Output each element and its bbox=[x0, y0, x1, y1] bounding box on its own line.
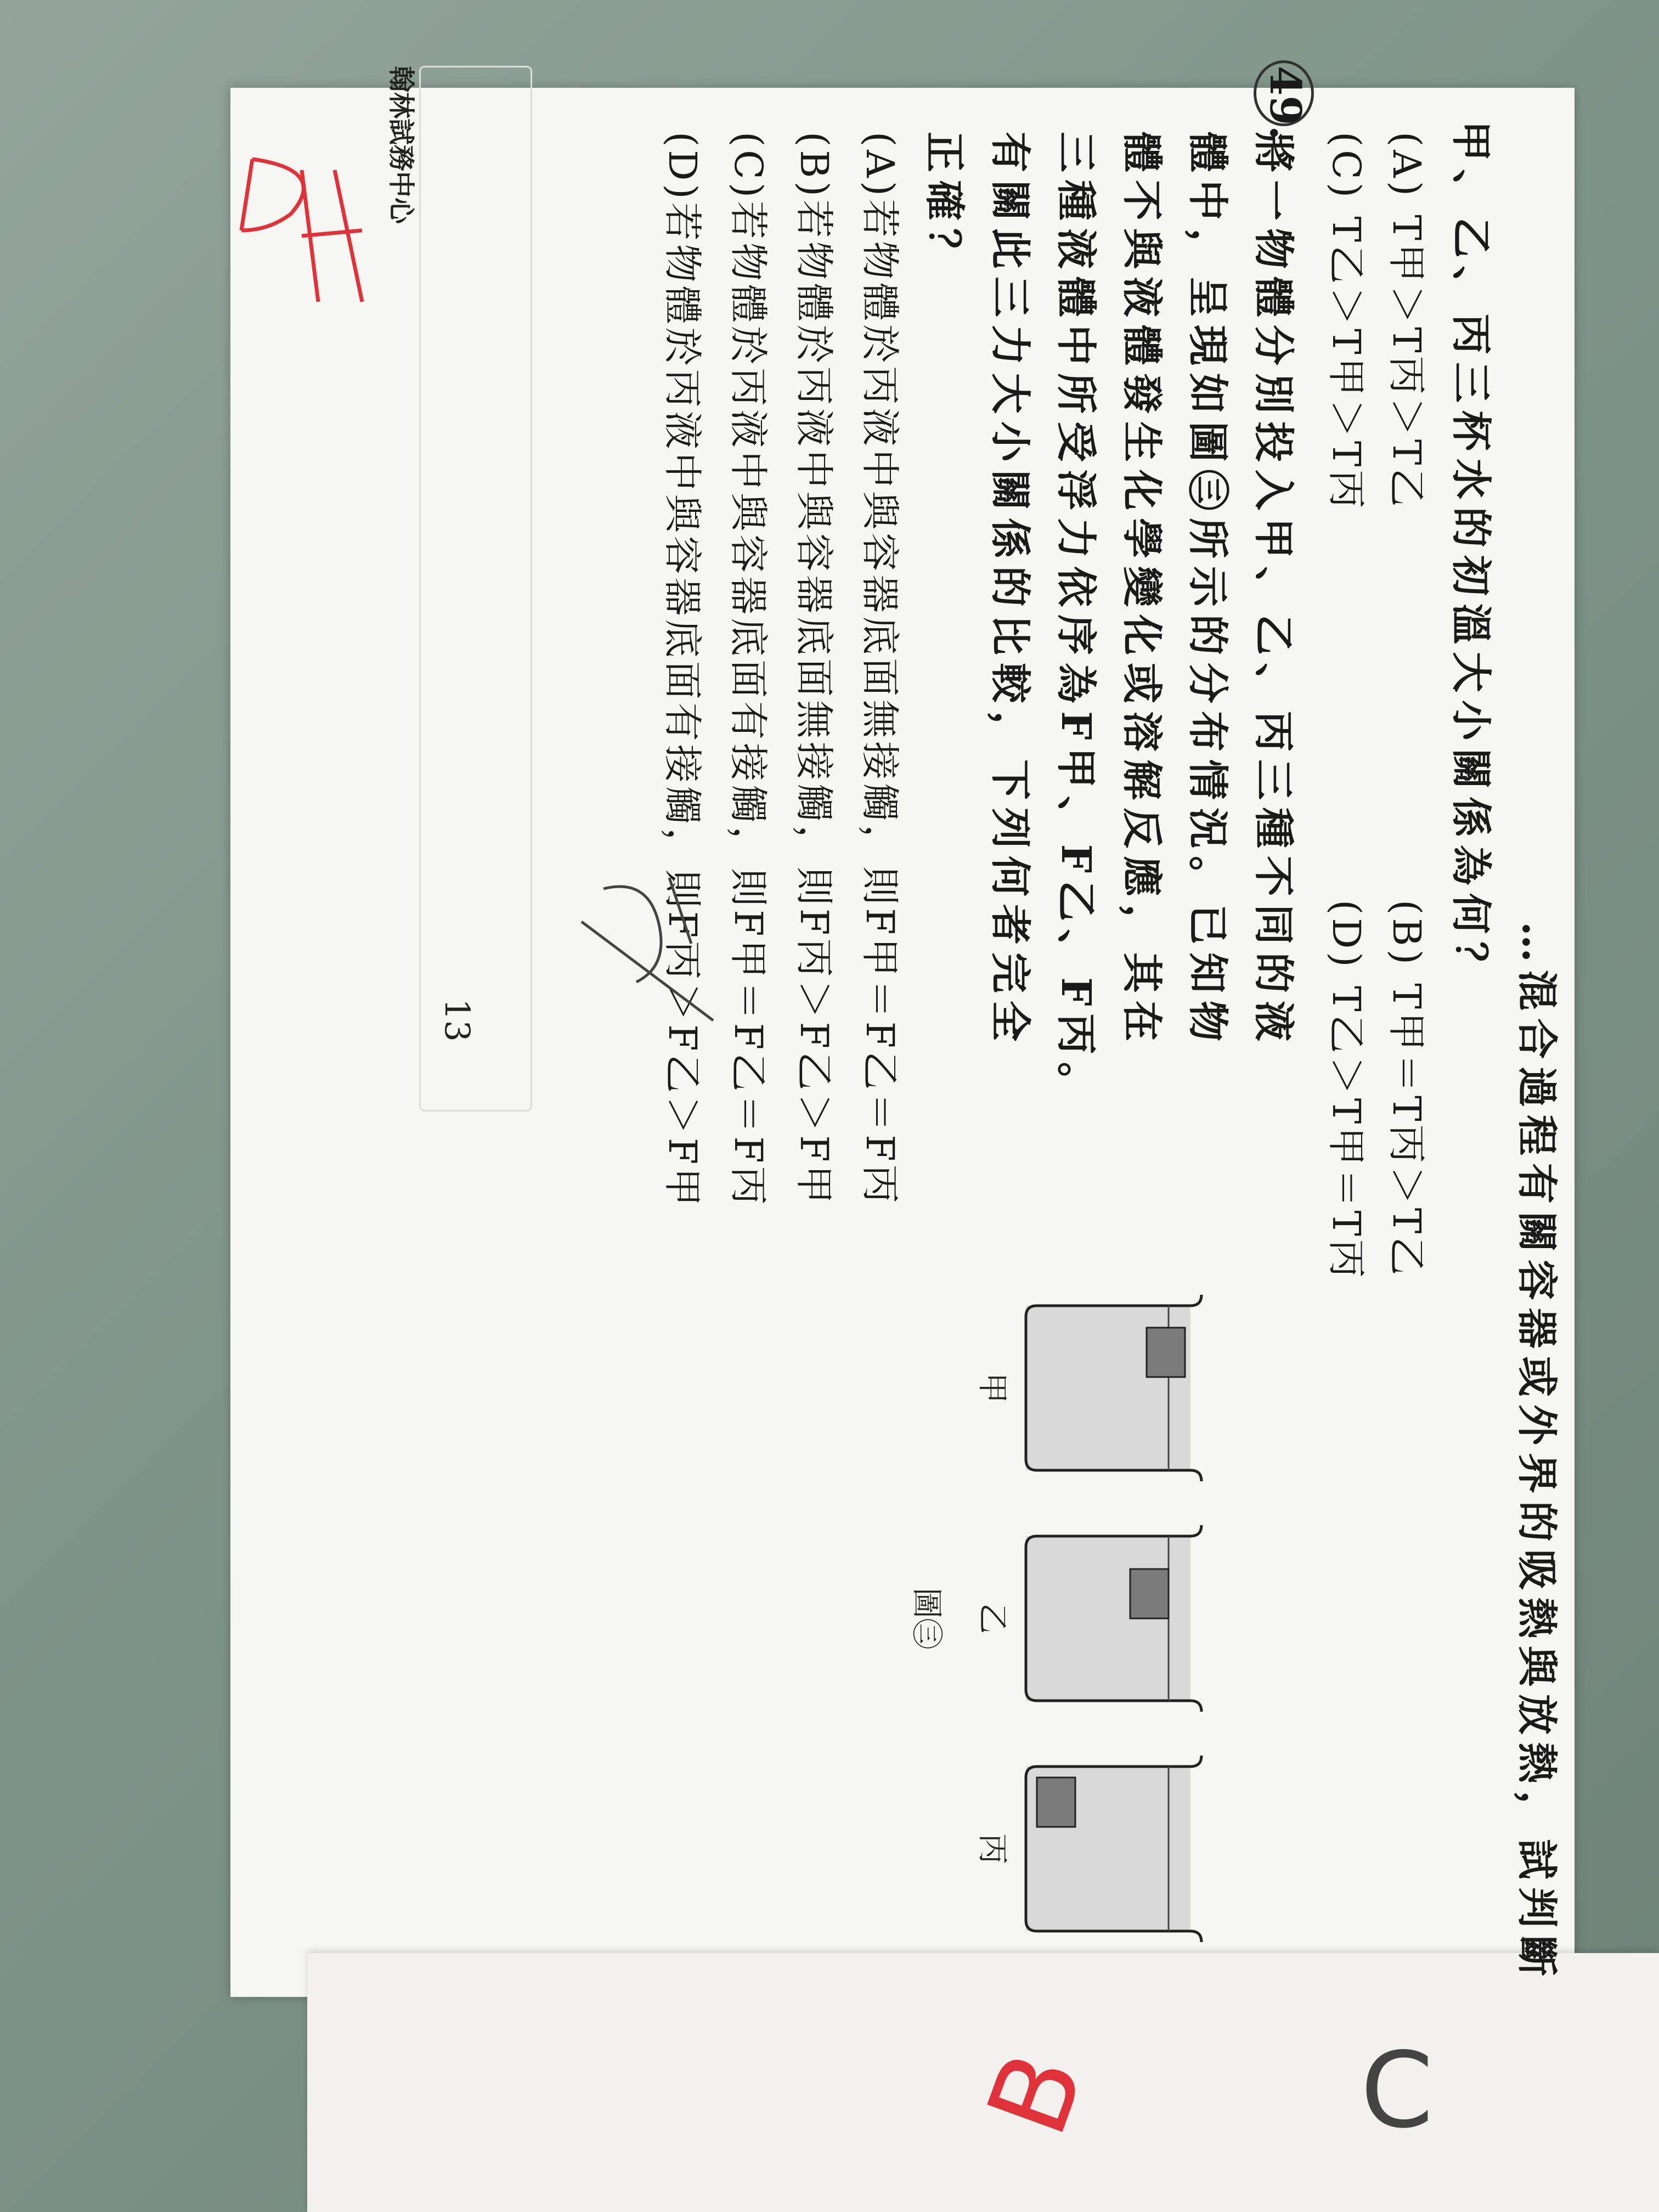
option-c: (C)若物體於丙液中與容器底面有接觸，則F甲＝F乙＝F丙 bbox=[726, 132, 771, 1208]
question-line-1: 將一物體分別投入甲、乙、丙三種不同的液 bbox=[1250, 132, 1297, 1049]
publisher-logo: 翰林試務中心 bbox=[386, 66, 416, 224]
question-line-2: 體中，呈現如圖㊂所示的分布情況。已知物 bbox=[1184, 132, 1231, 1049]
block-bing bbox=[1037, 1778, 1075, 1827]
label-bing: 丙 bbox=[974, 1833, 1010, 1864]
page-content bbox=[236, 66, 1564, 1984]
question-line-6: 正確？ bbox=[921, 132, 968, 276]
prev-option-c: (C) T乙＞T甲＞T丙 bbox=[1324, 132, 1369, 512]
option-a: (A)若物體於丙液中與容器底面無接觸，則F甲＝F乙＝F丙 bbox=[857, 132, 902, 1206]
beaker-bing bbox=[1026, 1756, 1201, 1942]
top-line-fragment: …混合過程有關容器或外界的吸熱與放熱，試判斷 bbox=[1513, 922, 1560, 1984]
previous-question-line: 甲、乙、丙三杯水的初溫大小關係為何？ bbox=[1447, 121, 1494, 990]
red-handwriting-b: B bbox=[963, 2036, 1109, 2151]
option-b: (B)若物體於丙液中與容器底面無接觸，則F丙＞F乙＞F甲 bbox=[792, 132, 837, 1207]
question-number: 49. bbox=[1260, 66, 1310, 140]
prev-option-a: (A) T甲＞T丙＞T乙 bbox=[1384, 132, 1429, 510]
question-line-5: 有關此三力大小關係的比較，下列何者完全 bbox=[986, 132, 1034, 1049]
question-line-4: 三種液體中所受浮力依序為F甲、F乙、F丙。 bbox=[1052, 132, 1099, 1110]
block-yi bbox=[1130, 1569, 1169, 1618]
beaker-jia bbox=[1026, 1295, 1201, 1481]
pencil-handwriting-c: C bbox=[1361, 2030, 1434, 2151]
label-jia: 甲 bbox=[974, 1373, 1010, 1403]
beaker-yi bbox=[1026, 1525, 1201, 1712]
label-yi: 乙 bbox=[974, 1603, 1010, 1634]
red-handwriting-da bbox=[219, 137, 450, 318]
page-number: 13 bbox=[437, 998, 477, 1042]
pencil-scribble bbox=[571, 856, 735, 1053]
question-line-3: 體不與液體發生化學變化或溶解反應，其在 bbox=[1118, 132, 1165, 1049]
option-d: (D)若物體於丙液中與容器底面有接觸，則F丙＞F乙＞F甲 bbox=[660, 132, 705, 1210]
block-jia bbox=[1147, 1328, 1185, 1377]
prev-option-b: (B) T甲＝T丙＞T乙 bbox=[1384, 900, 1429, 1279]
beaker-figure bbox=[883, 1295, 1333, 1975]
figure-caption: 圖㊂ bbox=[909, 1588, 944, 1649]
prev-option-d: (D) T乙＞T甲＝T丙 bbox=[1324, 900, 1369, 1282]
